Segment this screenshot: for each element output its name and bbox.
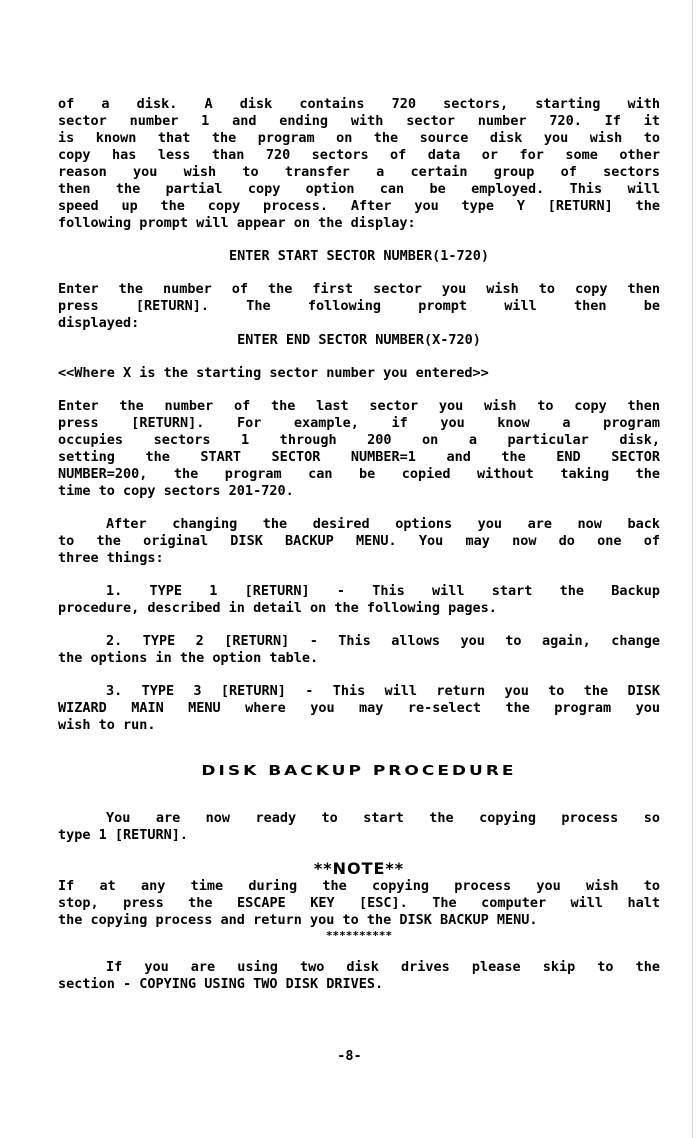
text-line: the copying process and return you to the DISK BACKUP MENU. (58, 912, 538, 928)
text-line: of a disk. A disk contains 720 sectors, starting with (58, 96, 660, 112)
note-body (58, 878, 660, 929)
menu-option-2 (58, 633, 660, 667)
text-line: You are now ready to start the copying process so (106, 810, 660, 826)
text-line: If you are using two disk drives please skip to the (106, 959, 660, 975)
text-line: Enter the number of the first sector you wish to copy then (58, 281, 660, 297)
prompt-start-sector: ENTER START SECTOR NUMBER(1-720) (228, 248, 490, 264)
text-line: the options in the option table. (58, 650, 319, 666)
paragraph-back-to-menu (58, 516, 660, 567)
section-title: DISK BACKUP PROCEDURE (201, 763, 517, 779)
text-line: press [RETURN]. The following prompt will then be (58, 298, 660, 314)
text-line: sector number 1 and ending with sector number 720. If it (58, 113, 660, 129)
page-number: -8- (337, 1048, 362, 1064)
text-line: 3. TYPE 3 [RETURN] - This will return you to the DISK (106, 683, 660, 699)
paragraph-ready (58, 810, 660, 844)
document-page (58, 96, 660, 993)
text-line: procedure, described in detail on the following pages. (58, 600, 497, 616)
text-line: setting the START SECTOR NUMBER=1 and the END SECTOR (58, 449, 660, 465)
note-title: **NOTE** (313, 859, 405, 878)
paragraph-two-drives (58, 959, 660, 993)
text-line: displayed: (58, 315, 140, 331)
paragraph-first-sector (58, 281, 660, 332)
text-line: type 1 [RETURN]. (58, 827, 189, 843)
text-line: If at any time during the copying process you wish to (58, 878, 660, 894)
text-line: NUMBER=200, the program can be copied without taking the (58, 466, 660, 482)
note-stars-divider: ********** (325, 929, 393, 942)
text-line: After changing the desired options you are now back (106, 516, 660, 532)
paragraph-sector-intro (58, 96, 660, 232)
text-line: reason you wish to transfer a certain group of sectors (58, 164, 660, 180)
text-line: three things: (58, 550, 164, 566)
text-line: occupies sectors 1 through 200 on a particular disk, (58, 432, 660, 448)
text-line: 1. TYPE 1 [RETURN] - This will start the Backup (106, 583, 660, 599)
text-line: to the original DISK BACKUP MENU. You may now do one of (58, 533, 660, 549)
text-line: then the partial copy option can be employed. This will (58, 181, 660, 197)
text-line: 2. TYPE 2 [RETURN] - This allows you to again, change (106, 633, 660, 649)
text-line: following prompt will appear on the display: (58, 215, 416, 231)
text-line: section - COPYING USING TWO DISK DRIVES. (58, 976, 384, 992)
text-line: stop, press the ESCAPE KEY [ESC]. The computer will halt (58, 895, 660, 911)
text-line: time to copy sectors 201-720. (58, 483, 294, 499)
text-line: WIZARD MAIN MENU where you may re-select the program you (58, 700, 660, 716)
text-line: press [RETURN]. For example, if you know a program (58, 415, 660, 431)
where-x-note: <<Where X is the starting sector number you entered>> (58, 365, 489, 381)
text-line: speed up the copy process. After you type Y [RETURN] the (58, 198, 660, 214)
paragraph-last-sector (58, 398, 660, 500)
text-line: is known that the program on the source disk you wish to (58, 130, 660, 146)
page-edge-line (692, 0, 693, 1138)
text-line: Enter the number of the last sector you wish to copy then (58, 398, 660, 414)
text-line: wish to run. (58, 717, 156, 733)
menu-option-3 (58, 683, 660, 734)
text-line: copy has less than 720 sectors of data or for some other (58, 147, 660, 163)
prompt-end-sector: ENTER END SECTOR NUMBER(X-720) (237, 332, 481, 348)
menu-option-1 (58, 583, 660, 617)
